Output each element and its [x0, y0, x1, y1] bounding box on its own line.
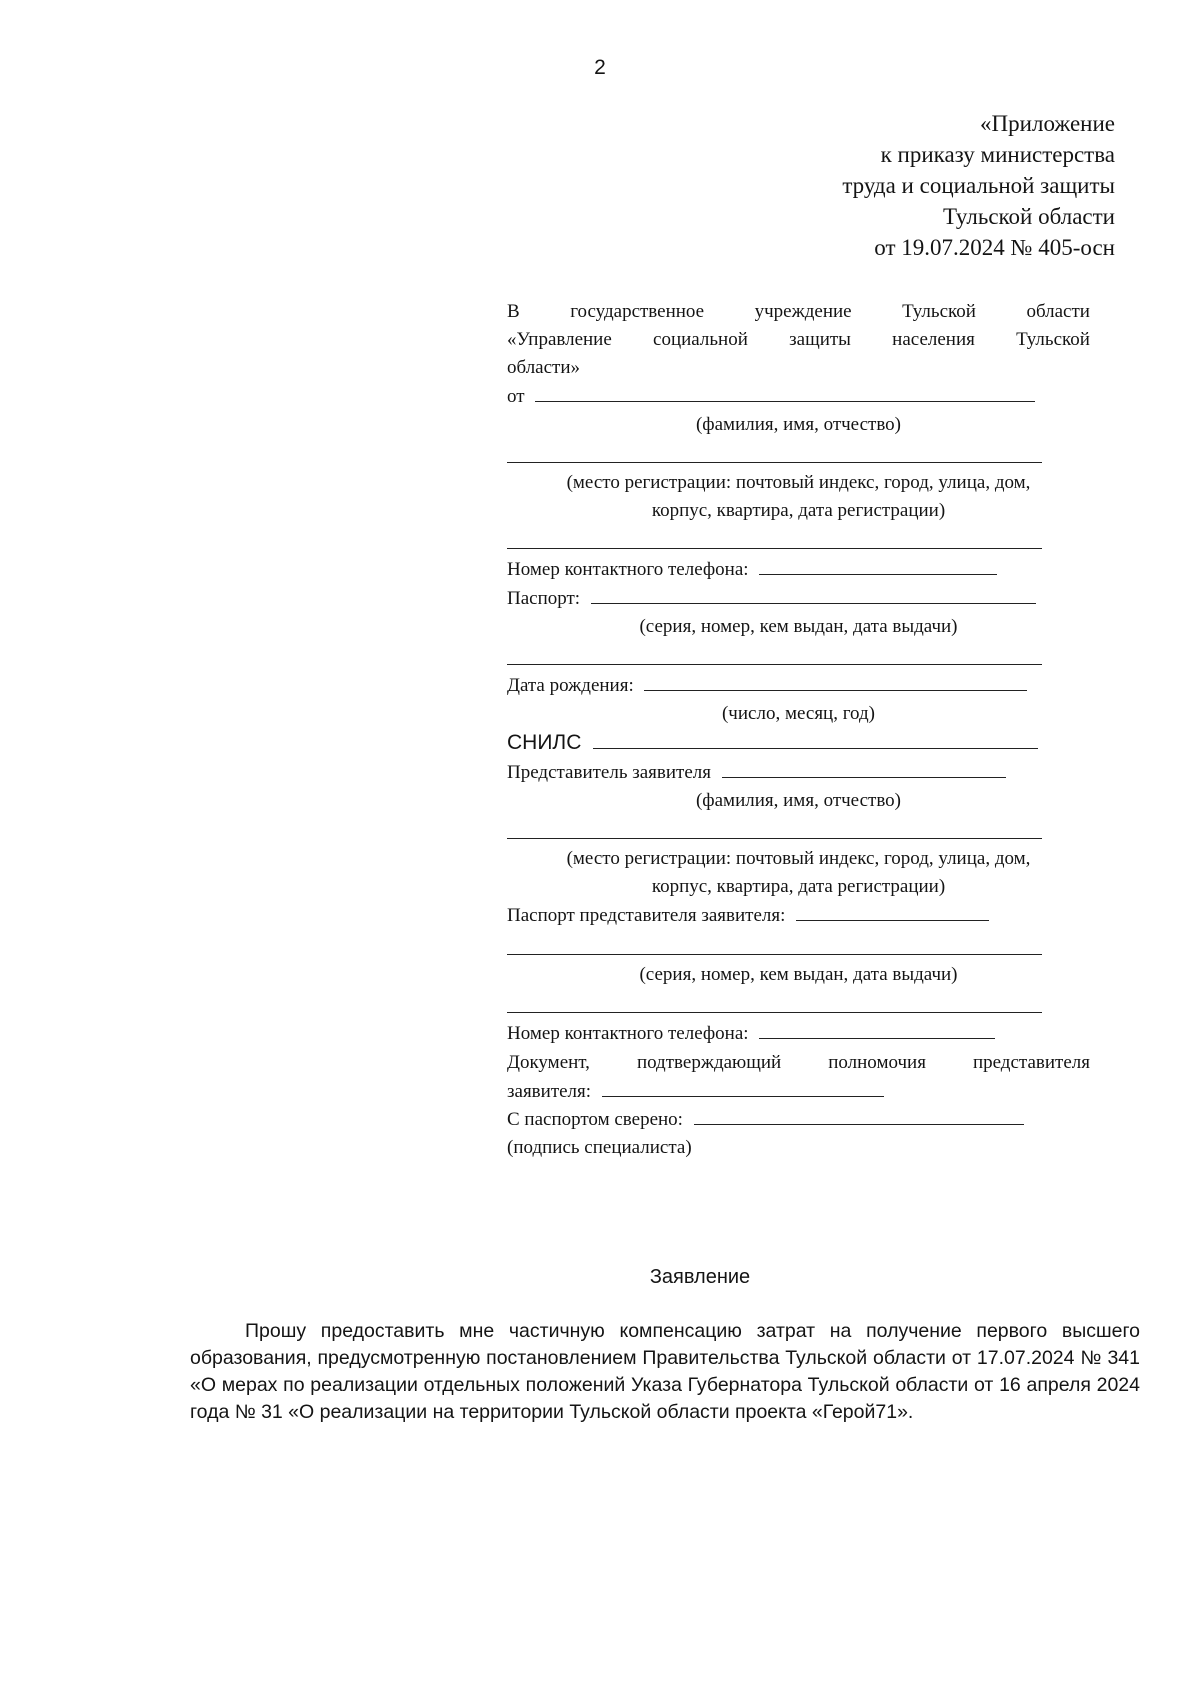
- document-row-2: [507, 1078, 884, 1105]
- statement-title: Заявление: [649, 1266, 751, 1288]
- addressee-line-1: В государственное учреждение Тульской области: [507, 301, 1090, 322]
- representative-passport-field-2[interactable]: [507, 954, 1042, 955]
- birth-field[interactable]: [644, 672, 1027, 691]
- representative-passport-field[interactable]: [796, 902, 989, 921]
- verified-row: [507, 1106, 1024, 1133]
- document-line-1: Документ, подтверждающий полномочия представителя: [507, 1052, 1090, 1073]
- birth-caption: (число, месяц, год): [721, 703, 875, 724]
- appendix-line-2: к приказу министерства: [880, 142, 1115, 167]
- passport-caption: (серия, номер, кем выдан, дата выдачи): [639, 616, 958, 637]
- phone-row: [507, 556, 997, 583]
- verified-label: С паспортом сверено:: [507, 1109, 683, 1130]
- document-label: заявителя:: [507, 1081, 592, 1102]
- passport-row: [507, 585, 1036, 612]
- page-number: 2: [594, 56, 606, 79]
- representative-phone-label: Номер контактного телефона:: [507, 1023, 749, 1044]
- birth-row: [507, 672, 1027, 699]
- appendix-line-1: «Приложение: [980, 111, 1115, 136]
- representative-fio-caption: (фамилия, имя, отчество): [695, 790, 901, 811]
- snils-field[interactable]: [593, 730, 1038, 749]
- representative-row: [507, 759, 1006, 786]
- verified-field[interactable]: [694, 1106, 1024, 1125]
- representative-passport-row: [507, 902, 989, 929]
- passport-field-2[interactable]: [507, 664, 1042, 665]
- representative-passport-field-3[interactable]: [507, 1012, 1042, 1013]
- representative-passport-label: Паспорт представителя заявителя:: [507, 905, 786, 926]
- from-label: от: [507, 386, 525, 407]
- fio-caption: (фамилия, имя, отчество): [695, 414, 901, 435]
- phone-label: Номер контактного телефона:: [507, 559, 749, 580]
- appendix-header: [655, 108, 1115, 263]
- representative-field[interactable]: [722, 759, 1006, 778]
- snils-row: [507, 729, 1038, 756]
- signature-caption: (подпись специалиста): [507, 1137, 692, 1158]
- representative-phone-field[interactable]: [759, 1020, 995, 1039]
- appendix-line-3: труда и социальной защиты: [842, 173, 1115, 198]
- birth-label: Дата рождения:: [507, 675, 634, 696]
- registration-field[interactable]: [507, 462, 1042, 463]
- representative-registration-caption-1: (место регистрации: почтовый индекс, город, улица, дом,: [566, 848, 1031, 869]
- snils-label: СНИЛС: [507, 731, 582, 754]
- representative-registration-field[interactable]: [507, 838, 1042, 839]
- statement-body: Прошу предоставить мне частичную компенсацию затрат на получение первого высшего образования, предусмотренную постановлением Правительства Тульской области от 17.07.2024 № 341 «О мерах по реализации отдельных положений Указа Губернатора Тульской области от 16 апреля 2024 года № 31 «О реализации на территории Тульской области проекта «Герой71».: [190, 1320, 1140, 1423]
- appendix-line-5: от 19.07.2024 № 405-осн: [874, 235, 1115, 260]
- passport-field[interactable]: [591, 585, 1036, 604]
- registration-caption-1: (место регистрации: почтовый индекс, город, улица, дом,: [566, 472, 1031, 493]
- representative-registration-caption-2: корпус, квартира, дата регистрации): [651, 876, 946, 897]
- addressee-line-3: области»: [507, 357, 581, 378]
- registration-caption-2: корпус, квартира, дата регистрации): [651, 500, 946, 521]
- phone-field[interactable]: [759, 556, 997, 575]
- representative-phone-row: [507, 1020, 995, 1047]
- registration-field-2[interactable]: [507, 548, 1042, 549]
- addressee-line-2: «Управление социальной защиты населения Тульской: [507, 329, 1090, 350]
- from-row: [507, 383, 1035, 410]
- document-field[interactable]: [602, 1078, 884, 1097]
- fio-field[interactable]: [535, 383, 1035, 402]
- appendix-line-4: Тульской области: [942, 204, 1115, 229]
- representative-label: Представитель заявителя: [507, 762, 712, 783]
- passport-label: Паспорт:: [507, 588, 581, 609]
- representative-passport-caption: (серия, номер, кем выдан, дата выдачи): [639, 964, 958, 985]
